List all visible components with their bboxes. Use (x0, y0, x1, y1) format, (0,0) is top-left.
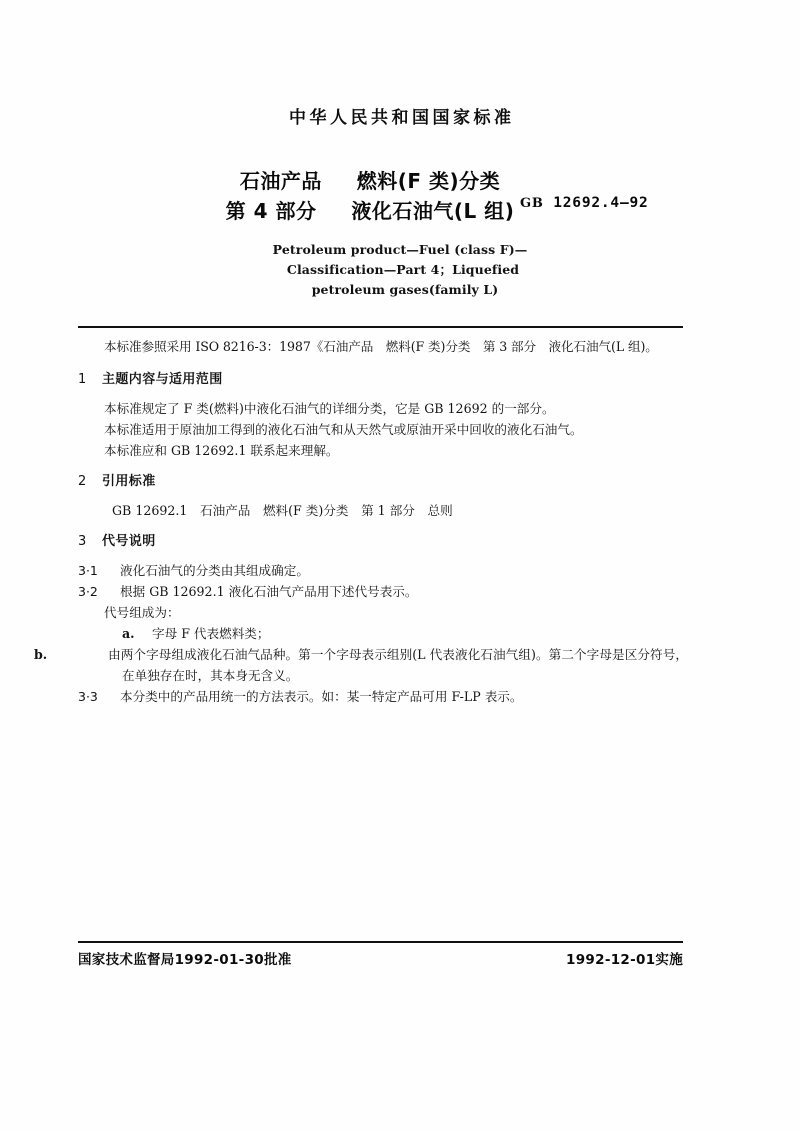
standard-number (520, 195, 649, 211)
english-title-line-3: petroleum gases(family L) (311, 282, 499, 297)
item-marker-a: a. (122, 626, 135, 641)
clause-3-2 (78, 581, 688, 602)
clause-text-3-1: 液化石油气的分类由其组成确定。 (120, 563, 309, 578)
clause-text-3-2: 根据 GB 12692.1 液化石油气产品用下述代号表示。 (120, 584, 418, 599)
clause-3-1 (78, 560, 688, 581)
clause-text-3-3: 本分类中的产品用统一的方法表示。如：某一特定产品可用 F-LP 表示。 (120, 689, 523, 704)
footer-divider (78, 941, 683, 943)
clause-3-2-item-a (78, 623, 688, 644)
section-1-paragraph-2: 本标准适用于原油加工得到的液化石油气和从天然气或原油开采中回收的液化石油气。 (104, 422, 583, 437)
title-line-1-part-a: 石油产品 (239, 169, 322, 193)
english-title-block (0, 240, 800, 300)
section-number-2: 2 (78, 474, 87, 489)
item-text-b: 由两个字母组成液化石油气品种。第一个字母表示组别(L 代表液化石油气组)。第二个字母是区分符号，在单独存在时，其本身无含义。 (108, 647, 688, 683)
item-text-a: 字母 F 代表燃料类； (152, 626, 270, 641)
standard-number-prefix: GB (520, 196, 544, 211)
title-line-2-part-b: 液化石油气(L 组) (351, 199, 515, 223)
section-title-1: 主题内容与适用范围 (102, 372, 223, 387)
english-title-line-2: Classification—Part 4；Liquefied (286, 262, 520, 277)
standard-title-block (0, 166, 800, 226)
page-footer (78, 948, 683, 968)
title-line-1-part-b: 燃料(F 类)分类 (356, 169, 501, 193)
standard-title-line-2 (0, 196, 800, 226)
section-number-3: 3 (78, 534, 87, 549)
clause-number-3-2: 3·2 (78, 584, 98, 599)
clause-number-3-1: 3·1 (78, 563, 98, 578)
footer-approval: 国家技术监督局1992-01-30批准 (78, 952, 292, 968)
section-number-1: 1 (78, 372, 87, 387)
item-marker-b: b. (34, 647, 48, 662)
masthead (0, 108, 800, 128)
section-2-reference: GB 12692.1 石油产品 燃料(F 类)分类 第 1 部分 总则 (112, 503, 453, 518)
section-title-2: 引用标准 (102, 474, 156, 489)
title-line-2-part-a: 第 4 部分 (225, 199, 317, 223)
clause-3-2-intro: 代号组成为： (104, 605, 180, 620)
standard-title-line-1 (0, 166, 800, 196)
english-title-line-1: Petroleum product—Fuel (class F)— (272, 242, 528, 257)
standard-number-value: 12692.4—92 (553, 195, 649, 211)
iso-adoption-note: 本标准参照采用 ISO 8216-3：1987《石油产品 燃料(F 类)分类 第 3 部分 液化石油气(L 组)。 (104, 339, 658, 354)
footer-implementation: 1992-12-01实施 (566, 952, 683, 968)
header-divider (78, 326, 683, 328)
section-1-paragraph-3: 本标准应和 GB 12692.1 联系起来理解。 (104, 443, 339, 458)
clause-3-2-item-b (34, 644, 688, 686)
section-heading-1 (78, 369, 688, 390)
section-heading-2 (78, 471, 688, 492)
clause-3-3 (78, 686, 688, 707)
document-body (34, 336, 688, 707)
section-heading-3 (78, 531, 688, 552)
section-title-3: 代号说明 (102, 534, 156, 549)
section-1-paragraph-1: 本标准规定了 F 类(燃料)中液化石油气的详细分类，它是 GB 12692 的一部分。 (104, 401, 555, 416)
national-standard-heading: 中华人民共和国国家标准 (289, 108, 515, 128)
clause-number-3-3: 3·3 (78, 689, 98, 704)
